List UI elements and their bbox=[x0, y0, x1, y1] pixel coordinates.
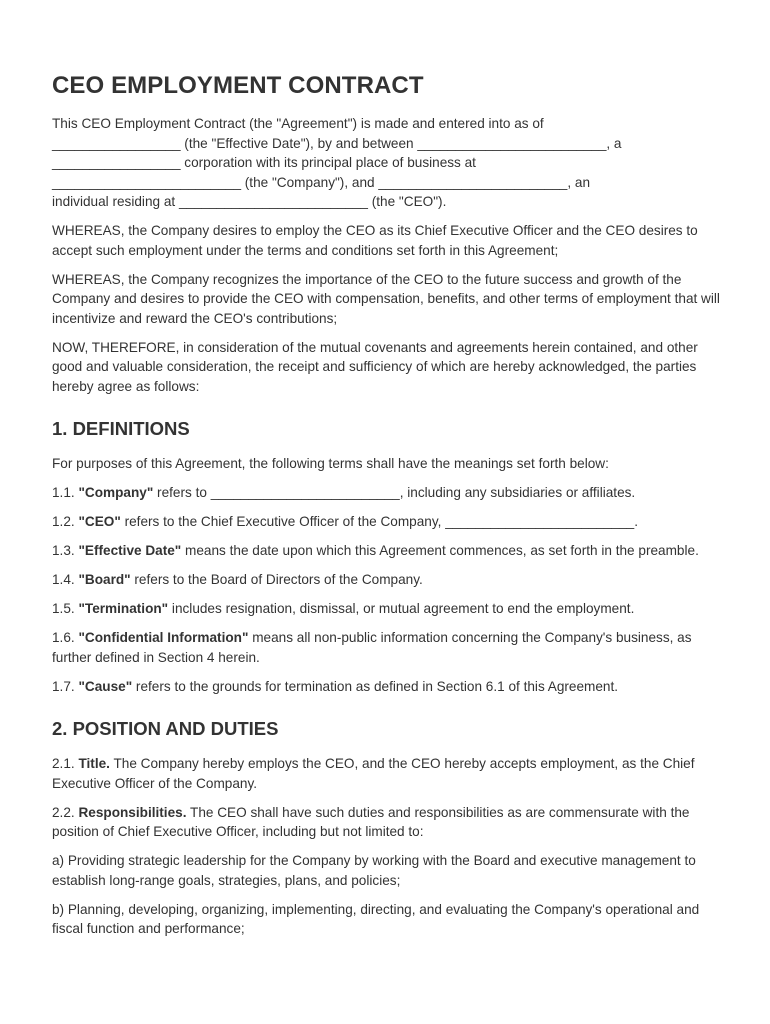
whereas-clause-2: WHEREAS, the Company recognizes the importance of the CEO to the future success and growth of the Company and desires to provide the CEO with compensation, benefits, and other terms of employment that will incentivize and reward the CEO's contributions; bbox=[52, 271, 720, 326]
section-heading-position-duties: 2. POSITION AND DUTIES bbox=[52, 718, 279, 739]
clause-number: 1.1. bbox=[52, 485, 79, 500]
definition-item bbox=[52, 570, 722, 590]
defined-term: "Board" bbox=[78, 572, 131, 587]
definition-item bbox=[52, 599, 722, 619]
preamble-line: This CEO Employment Contract (the "Agreement") is made and entered into as of bbox=[52, 116, 544, 131]
definition-item bbox=[52, 541, 722, 561]
definition-text: means the date upon which this Agreement commences, as set forth in the preamble. bbox=[181, 543, 699, 558]
clause-number: 1.2. bbox=[52, 514, 79, 529]
preamble-line: individual residing at _________________________ (the "CEO"). bbox=[52, 194, 447, 209]
duty-item: b) Planning, developing, organizing, implementing, directing, and evaluating the Company's operational and fiscal function and performance; bbox=[52, 901, 700, 936]
definitions-intro: For purposes of this Agreement, the following terms shall have the meanings set forth below: bbox=[52, 456, 609, 471]
document-page bbox=[52, 72, 722, 948]
section-heading-definitions: 1. DEFINITIONS bbox=[52, 418, 190, 439]
definition-text: includes resignation, dismissal, or mutual agreement to end the employment. bbox=[168, 601, 635, 616]
clause-title: Responsibilities. bbox=[78, 804, 187, 820]
definition-item bbox=[52, 483, 722, 503]
clause-text: The Company hereby employs the CEO, and the CEO hereby accepts employment, as the Chief Executive Officer of the Company. bbox=[52, 756, 695, 791]
clause-number: 2.2. bbox=[52, 804, 79, 820]
position-item bbox=[52, 754, 722, 793]
definition-text: means all non-public information concerning the Company's business, as further defined in Section 4 herein. bbox=[52, 630, 692, 665]
definition-item bbox=[52, 677, 722, 697]
clause-number: 1.5. bbox=[52, 601, 79, 616]
preamble-line: _________________ (the "Effective Date"), by and between _________________________, a bbox=[52, 135, 622, 151]
definition-item bbox=[52, 512, 722, 532]
definition-text: refers to the Chief Executive Officer of the Company, _________________________. bbox=[120, 514, 638, 529]
defined-term: "Termination" bbox=[78, 601, 169, 616]
clause-number: 1.3. bbox=[52, 543, 79, 558]
definition-item bbox=[52, 628, 722, 667]
clause-number: 1.4. bbox=[52, 572, 79, 587]
clause-number: 2.1. bbox=[52, 756, 79, 771]
duty-item: a) Providing strategic leadership for the Company by working with the Board and executive management to establish long-range goals, strategies, plans, and policies; bbox=[52, 853, 696, 888]
clause-text: The CEO shall have such duties and responsibilities as are commensurate with the position of Chief Executive Officer, including but not limited to: bbox=[52, 804, 690, 839]
clause-title: Title. bbox=[78, 756, 110, 771]
definition-text: refers to _________________________, including any subsidiaries or affiliates. bbox=[153, 485, 636, 500]
preamble-paragraph bbox=[52, 114, 722, 212]
definition-text: refers to the Board of Directors of the Company. bbox=[130, 572, 423, 587]
preamble-line: _________________ corporation with its principal place of business at bbox=[52, 155, 476, 170]
position-item bbox=[52, 803, 722, 842]
clause-number: 1.6. bbox=[52, 630, 79, 645]
definition-text: refers to the grounds for termination as defined in Section 6.1 of this Agreement. bbox=[132, 678, 619, 694]
whereas-clause-1: WHEREAS, the Company desires to employ the CEO as its Chief Executive Officer and the CEO desires to accept such employment under the terms and conditions set forth in this Agreement; bbox=[52, 223, 698, 258]
preamble-line: _________________________ (the "Company"), and _________________________, an bbox=[52, 174, 591, 190]
defined-term: "Company" bbox=[78, 485, 154, 500]
clause-number: 1.7. bbox=[52, 678, 79, 694]
defined-term: "Cause" bbox=[78, 678, 133, 694]
defined-term: "Effective Date" bbox=[78, 543, 182, 558]
defined-term: "CEO" bbox=[78, 514, 121, 529]
therefore-clause: NOW, THEREFORE, in consideration of the mutual covenants and agreements herein contained, and other good and valuable consideration, the receipt and sufficiency of which are hereby acknowledged, the parties hereby agree as follows: bbox=[52, 339, 698, 394]
document-title: CEO EMPLOYMENT CONTRACT bbox=[52, 72, 424, 99]
defined-term: "Confidential Information" bbox=[78, 630, 249, 645]
